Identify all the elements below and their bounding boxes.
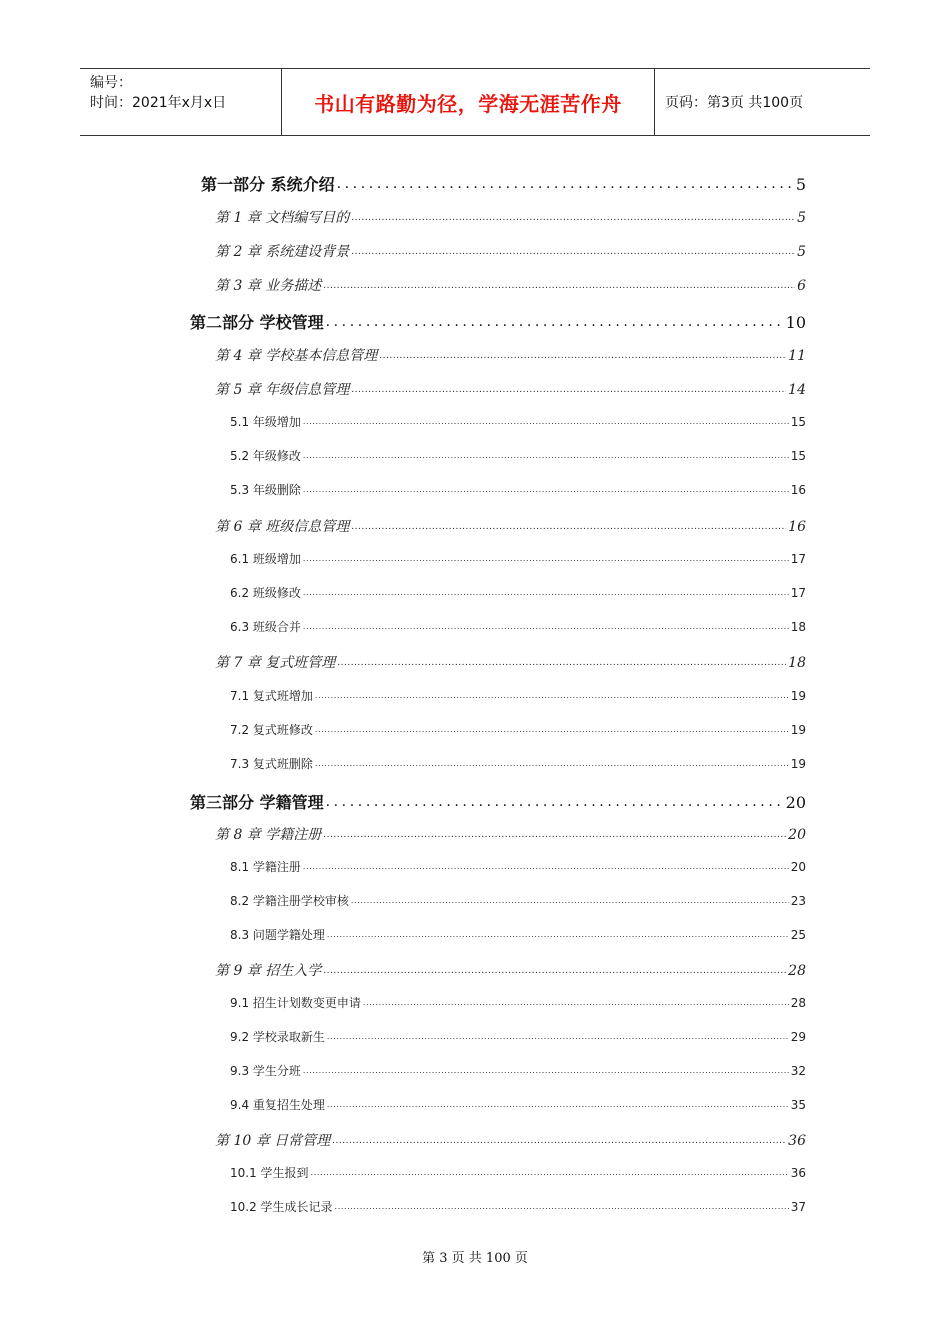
toc-dot-leader [326, 314, 784, 330]
toc-entry-page: 6 [797, 278, 806, 294]
toc-entry-page: 15 [790, 415, 806, 429]
toc-entry-page: 20 [788, 827, 806, 843]
toc-dot-leader [335, 1202, 789, 1211]
toc-entry-page: 35 [790, 1098, 806, 1112]
header-motto: 书山有路勤为径，学海无涯苦作舟 [314, 91, 622, 116]
toc-chapter-entry[interactable] [215, 824, 806, 844]
header-page-info-cell [655, 69, 870, 135]
toc-entry-title: 第 7 章 复式班管理 [215, 655, 336, 671]
toc-part-entry[interactable] [190, 310, 806, 333]
toc-dot-leader [351, 247, 795, 257]
toc-dot-leader [351, 213, 795, 223]
toc-dot-leader [323, 966, 786, 976]
document-number-label: 编号： [90, 75, 132, 91]
toc-entry-page: 19 [790, 723, 806, 737]
toc-dot-leader [303, 554, 789, 563]
toc-entry-page: 5 [797, 244, 806, 260]
toc-entry-title: 8.1 学籍注册 [230, 860, 301, 874]
toc-dot-leader [323, 281, 795, 291]
toc-dot-leader [363, 998, 789, 1007]
toc-entry-page: 18 [790, 620, 806, 634]
toc-entry-page: 17 [790, 552, 806, 566]
toc-entry-title: 第 8 章 学籍注册 [215, 827, 322, 843]
toc-section-entry[interactable] [230, 926, 806, 943]
toc-entry-page: 19 [790, 689, 806, 703]
toc-section-entry[interactable] [230, 413, 806, 430]
toc-dot-leader [303, 485, 789, 494]
toc-section-entry[interactable] [230, 1164, 806, 1181]
toc-chapter-entry[interactable] [215, 207, 806, 227]
toc-section-entry[interactable] [230, 550, 806, 567]
toc-entry-page: 5 [797, 210, 806, 226]
toc-entry-title: 第 6 章 班级信息管理 [215, 519, 350, 535]
toc-entry-page: 20 [790, 860, 806, 874]
toc-chapter-entry[interactable] [215, 1130, 806, 1150]
toc-entry-title: 5.3 年级删除 [230, 483, 301, 497]
toc-entry-title: 第 2 章 系统建设背景 [215, 244, 350, 260]
toc-entry-title: 9.4 重复招生处理 [230, 1098, 325, 1112]
toc-entry-page: 23 [790, 894, 806, 908]
toc-entry-page: 5 [795, 175, 806, 194]
toc-dot-leader [303, 417, 789, 426]
toc-entry-title: 7.1 复式班增加 [230, 689, 313, 703]
toc-entry-title: 9.2 学校录取新生 [230, 1030, 325, 1044]
toc-chapter-entry[interactable] [215, 516, 806, 536]
toc-entry-title: 第二部分 学校管理 [190, 313, 324, 332]
toc-dot-leader [303, 588, 789, 597]
toc-dot-leader [337, 658, 786, 668]
toc-dot-leader [379, 351, 786, 361]
toc-dot-leader [327, 1100, 789, 1109]
toc-section-entry[interactable] [230, 892, 806, 909]
toc-entry-page: 36 [790, 1166, 806, 1180]
toc-entry-title: 8.3 问题学籍处理 [230, 928, 325, 942]
document-time-label: 时间：2021年x月x日 [90, 95, 227, 111]
toc-dot-leader [332, 1136, 786, 1146]
toc-dot-leader [351, 522, 786, 532]
toc-entry-title: 6.1 班级增加 [230, 552, 301, 566]
toc-section-entry[interactable] [230, 1096, 806, 1113]
toc-dot-leader [327, 930, 789, 939]
toc-entry-page: 29 [790, 1030, 806, 1044]
toc-entry-page: 15 [790, 449, 806, 463]
toc-section-entry[interactable] [230, 1198, 806, 1215]
toc-chapter-entry[interactable] [215, 960, 806, 980]
toc-dot-leader [351, 896, 789, 905]
toc-entry-title: 第三部分 学籍管理 [190, 793, 324, 812]
toc-entry-page: 28 [788, 963, 806, 979]
header-motto-cell [282, 69, 655, 135]
toc-entry-title: 9.1 招生计划数变更申请 [230, 996, 361, 1010]
toc-entry-title: 9.3 学生分班 [230, 1064, 301, 1078]
toc-entry-title: 10.1 学生报到 [230, 1166, 309, 1180]
toc-dot-leader [303, 1066, 789, 1075]
toc-entry-title: 第 5 章 年级信息管理 [215, 382, 350, 398]
toc-section-entry[interactable] [230, 687, 806, 704]
toc-entry-page: 17 [790, 586, 806, 600]
toc-dot-leader [303, 451, 789, 460]
toc-entry-page: 19 [790, 757, 806, 771]
toc-dot-leader [326, 794, 784, 810]
toc-section-entry[interactable] [230, 1062, 806, 1079]
toc-section-entry[interactable] [230, 481, 806, 498]
toc-entry-page: 10 [785, 313, 806, 332]
toc-dot-leader [315, 691, 789, 700]
toc-entry-title: 6.2 班级修改 [230, 586, 301, 600]
toc-dot-leader [351, 385, 786, 395]
toc-dot-leader [323, 830, 786, 840]
toc-entry-title: 8.2 学籍注册学校审核 [230, 894, 349, 908]
page-header [80, 68, 870, 136]
toc-entry-page: 18 [788, 655, 806, 671]
toc-section-entry[interactable] [230, 858, 806, 875]
toc-entry-title: 第 1 章 文档编写目的 [215, 210, 350, 226]
toc-section-entry[interactable] [230, 994, 806, 1011]
toc-chapter-entry[interactable] [215, 379, 806, 399]
toc-entry-page: 32 [790, 1064, 806, 1078]
header-meta [80, 69, 282, 135]
toc-chapter-entry[interactable] [215, 652, 806, 672]
toc-entry-title: 第 9 章 招生入学 [215, 963, 322, 979]
toc-dot-leader [315, 725, 789, 734]
toc-entry-page: 11 [788, 348, 806, 364]
toc-entry-page: 16 [790, 483, 806, 497]
toc-part-entry[interactable] [190, 790, 806, 813]
toc-entry-page: 28 [790, 996, 806, 1010]
toc-section-entry[interactable] [230, 618, 806, 635]
toc-entry-page: 36 [788, 1133, 806, 1149]
toc-dot-leader [337, 176, 794, 192]
toc-section-entry[interactable] [230, 1028, 806, 1045]
toc-entry-title: 第 4 章 学校基本信息管理 [215, 348, 378, 364]
header-page-info: 页码：第3页 共100页 [665, 95, 804, 111]
toc-dot-leader [327, 1032, 789, 1041]
toc-chapter-entry[interactable] [215, 345, 806, 365]
toc-dot-leader [311, 1168, 789, 1177]
toc-entry-title: 7.2 复式班修改 [230, 723, 313, 737]
toc-entry-page: 20 [785, 793, 806, 812]
toc-entry-title: 第 3 章 业务描述 [215, 278, 322, 294]
toc-entry-title: 6.3 班级合并 [230, 620, 301, 634]
toc-entry-title: 第 10 章 日常管理 [215, 1133, 331, 1149]
toc-entry-title: 5.1 年级增加 [230, 415, 301, 429]
toc-entry-page: 14 [788, 382, 806, 398]
toc-entry-title: 10.2 学生成长记录 [230, 1200, 333, 1214]
toc-entry-page: 25 [790, 928, 806, 942]
page-footer: 第 3 页 共 100 页 [422, 1251, 528, 1266]
toc-entry-page: 37 [790, 1200, 806, 1214]
toc-entry-page: 16 [788, 519, 806, 535]
toc-section-entry[interactable] [230, 447, 806, 464]
toc-chapter-entry[interactable] [215, 275, 806, 295]
toc-chapter-entry[interactable] [215, 241, 806, 261]
toc-dot-leader [303, 862, 789, 871]
toc-entry-title: 第一部分 系统介绍 [201, 175, 335, 194]
toc-section-entry[interactable] [230, 755, 806, 772]
toc-dot-leader [303, 622, 789, 631]
toc-section-entry[interactable] [230, 584, 806, 601]
toc-section-entry[interactable] [230, 721, 806, 738]
toc-entry-title: 7.3 复式班删除 [230, 757, 313, 771]
toc-dot-leader [315, 759, 789, 768]
toc-entry-title: 5.2 年级修改 [230, 449, 301, 463]
toc-part-entry[interactable] [201, 172, 806, 195]
